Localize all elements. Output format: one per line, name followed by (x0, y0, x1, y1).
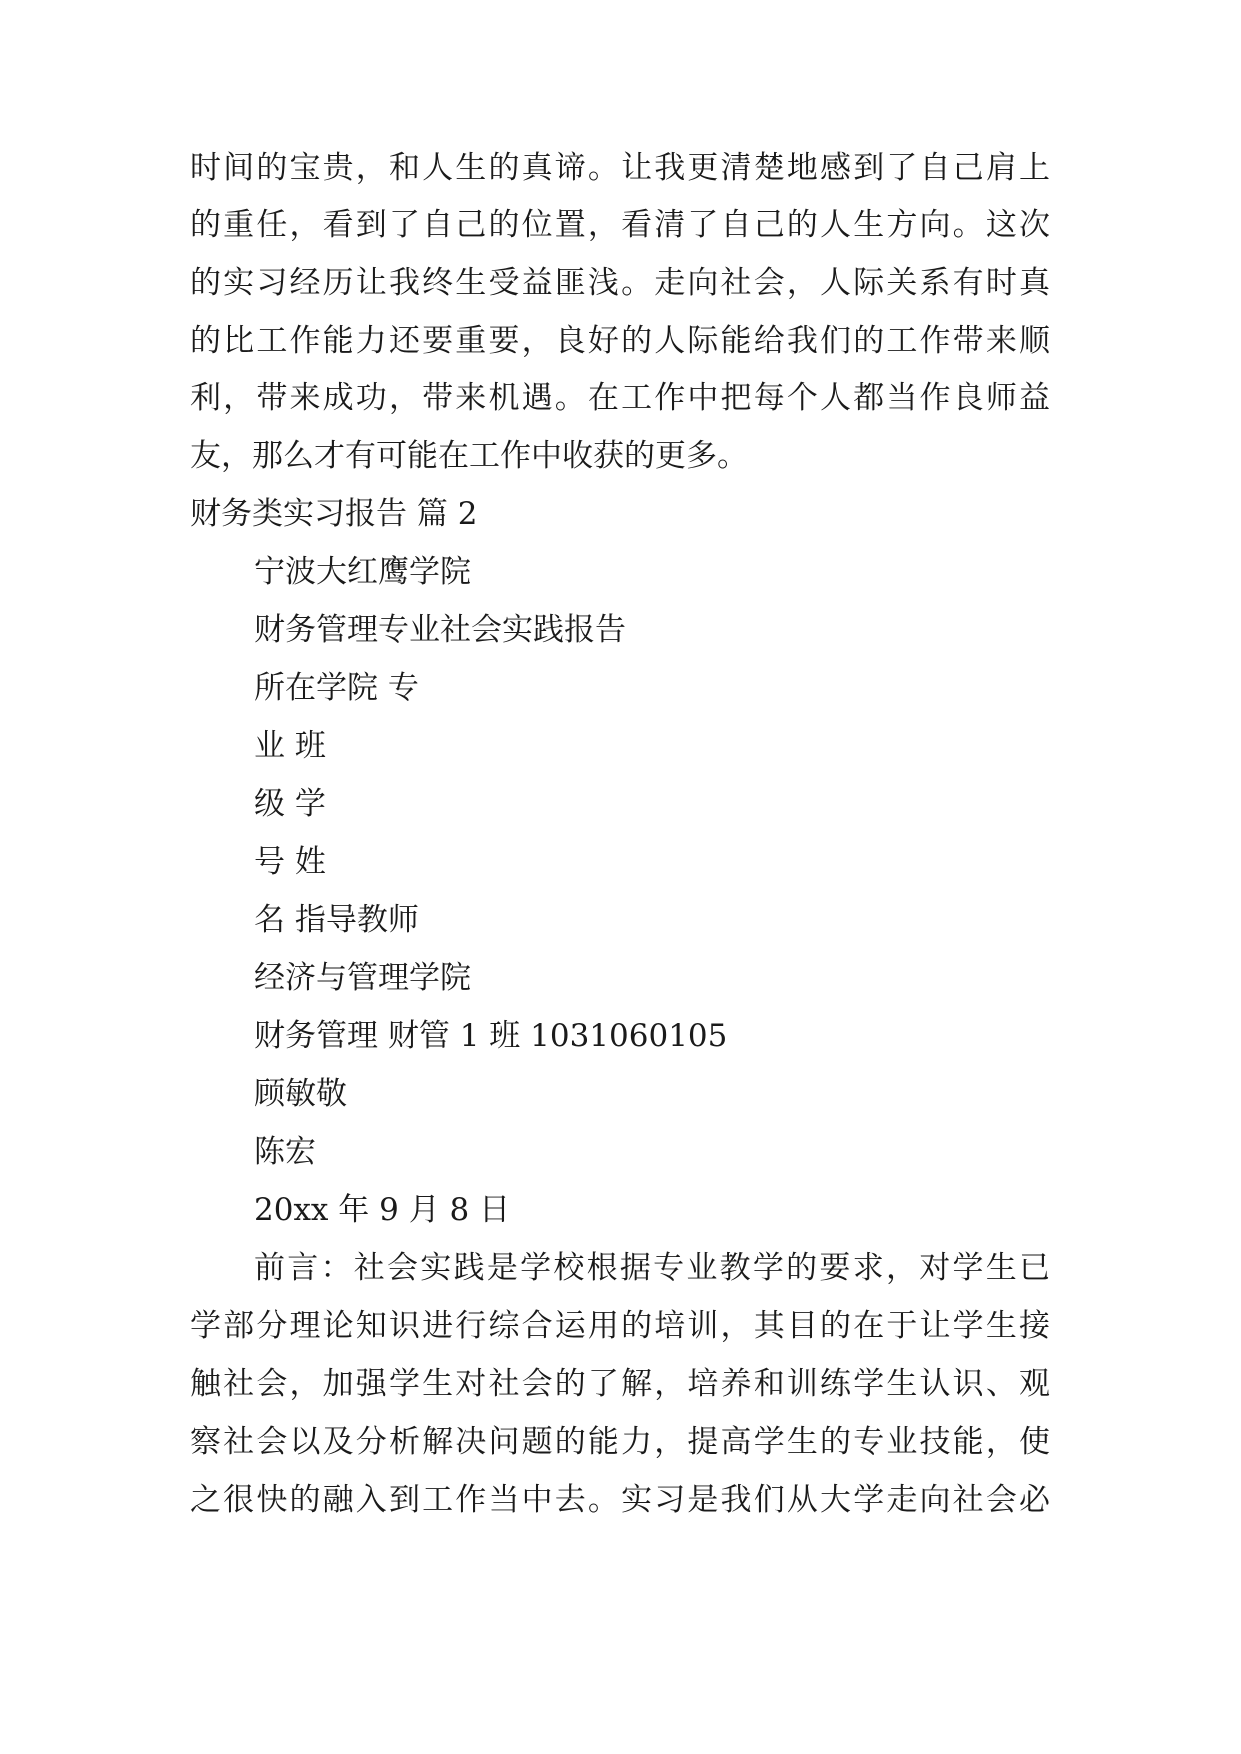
report-title: 财务管理专业社会实践报告 (254, 612, 626, 648)
body-paragraph-line: 利，带来成功，带来机遇。在工作中把每个人都当作良师益 (190, 380, 1050, 416)
college-value: 经济与管理学院 (254, 960, 471, 996)
form-field-line: 所在学院 专 (254, 670, 419, 706)
advisor-name-value: 陈宏 (254, 1134, 316, 1170)
section-heading: 财务类实习报告 篇 2 (190, 496, 478, 532)
preface-paragraph-line: 察社会以及分析解决问题的能力，提高学生的专业技能，使 (190, 1424, 1050, 1460)
student-name-value: 顾敏敬 (254, 1076, 347, 1112)
school-name: 宁波大红鹰学院 (254, 554, 471, 590)
body-paragraph-line: 时间的宝贵，和人生的真谛。让我更清楚地感到了自己肩上 (190, 150, 1050, 186)
date-value: 20xx 年 9 月 8 日 (254, 1192, 511, 1228)
form-field-line: 号 姓 (254, 844, 326, 880)
major-class-id-value: 财务管理 财管 1 班 1031060105 (254, 1018, 728, 1054)
body-paragraph-line: 友，那么才有可能在工作中收获的更多。 (190, 438, 748, 474)
body-paragraph-line: 的实习经历让我终生受益匪浅。走向社会，人际关系有时真 (190, 265, 1050, 301)
preface-paragraph-line: 前言：社会实践是学校根据专业教学的要求，对学生已 (254, 1250, 1050, 1286)
preface-paragraph-line: 之很快的融入到工作当中去。实习是我们从大学走向社会必 (190, 1482, 1050, 1518)
body-paragraph-line: 的重任，看到了自己的位置，看清了自己的人生方向。这次 (190, 207, 1050, 243)
form-field-line: 业 班 (254, 728, 326, 764)
form-field-line: 名 指导教师 (254, 902, 419, 938)
preface-paragraph-line: 触社会，加强学生对社会的了解，培养和训练学生认识、观 (190, 1366, 1050, 1402)
form-field-line: 级 学 (254, 786, 326, 822)
preface-paragraph-line: 学部分理论知识进行综合运用的培训，其目的在于让学生接 (190, 1308, 1050, 1344)
body-paragraph-line: 的比工作能力还要重要，良好的人际能给我们的工作带来顺 (190, 323, 1050, 359)
